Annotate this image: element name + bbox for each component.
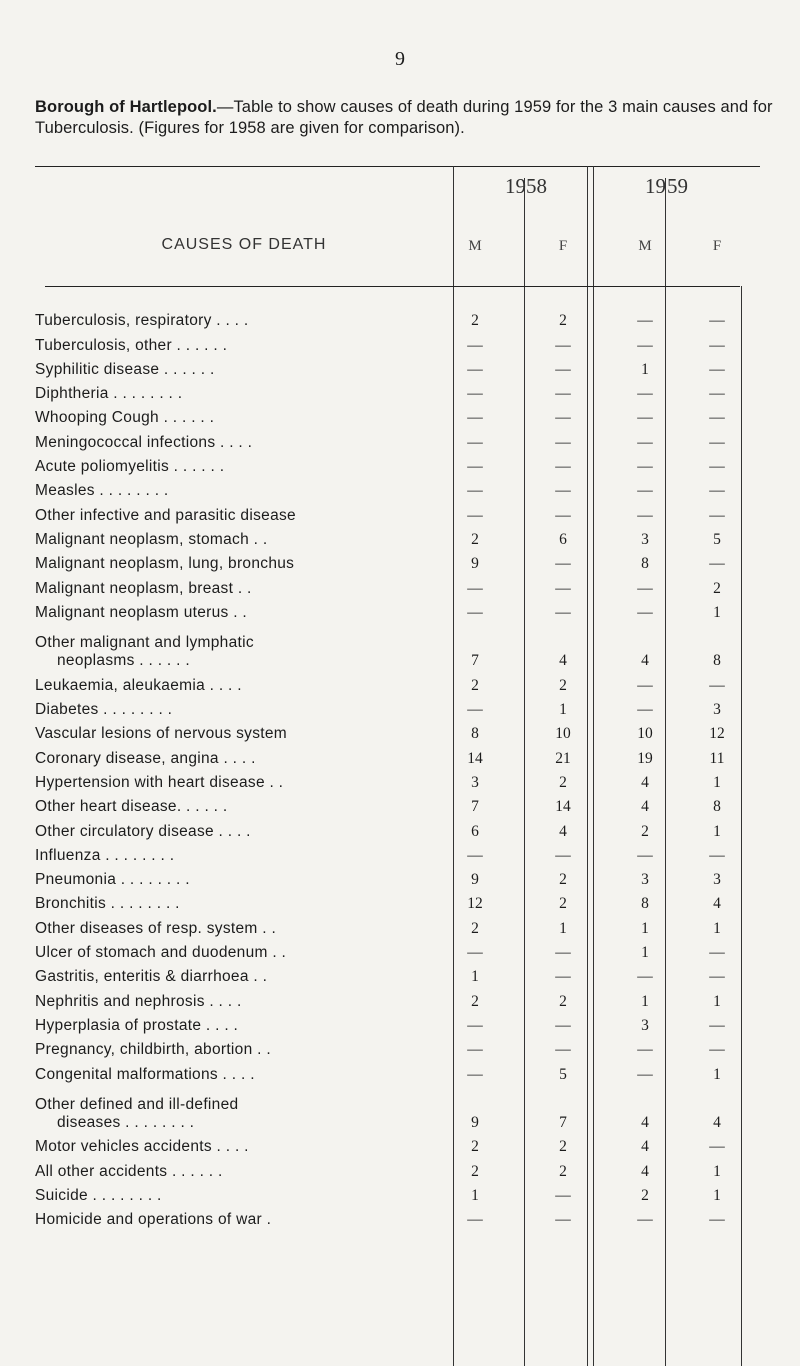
cell-f1958: 7 xyxy=(559,1114,567,1132)
cell-f1959: 5 xyxy=(713,530,721,548)
cause-text: Malignant neoplasm, lung, bronchus xyxy=(35,555,295,573)
cause-text-continued: diseases . . . . . . . . xyxy=(57,1114,195,1132)
cause-label xyxy=(35,920,453,938)
cell-f1959: 12 xyxy=(709,725,725,743)
cause-text: Other circulatory disease . . . . xyxy=(35,822,251,840)
cell-m1959: 1 xyxy=(641,919,649,937)
cause-text: Malignant neoplasm uterus . . xyxy=(35,603,248,621)
cell-m1958: 2 xyxy=(471,1138,479,1156)
cell-m1958: 9 xyxy=(471,871,479,889)
cell-f1958: 2 xyxy=(559,312,567,330)
table-row xyxy=(35,1135,760,1159)
caption-bold: Borough of Hartlepool. xyxy=(35,98,217,116)
cell-f1958: 2 xyxy=(559,1162,567,1180)
cell-f1958: 2 xyxy=(559,895,567,913)
cause-label xyxy=(35,337,453,355)
cell-m1958: 1 xyxy=(471,1186,479,1204)
cell-m1958: — xyxy=(467,944,483,962)
cause-label xyxy=(35,580,453,598)
cell-f1958: — xyxy=(555,1211,571,1229)
cause-label xyxy=(35,823,453,841)
cause-label xyxy=(35,361,453,379)
cell-f1959: 1 xyxy=(713,603,721,621)
cause-text: Diphtheria . . . . . . . . xyxy=(35,385,183,403)
cell-m1958: — xyxy=(467,360,483,378)
cell-f1959: 1 xyxy=(713,773,721,791)
cell-m1959: — xyxy=(637,409,653,427)
table-row xyxy=(35,965,760,989)
cell-f1958: — xyxy=(555,1041,571,1059)
cause-label xyxy=(35,458,453,476)
cause-text: Malignant neoplasm, stomach . . xyxy=(35,530,268,548)
cell-f1959: 11 xyxy=(709,749,725,767)
cell-m1958: — xyxy=(467,701,483,719)
cell-m1959: 4 xyxy=(641,773,649,791)
cause-label xyxy=(35,507,453,525)
cause-text: Hyperplasia of prostate . . . . xyxy=(35,1016,239,1034)
cell-f1958: 6 xyxy=(559,530,567,548)
cause-label xyxy=(35,1163,453,1181)
cause-text: All other accidents . . . . . . xyxy=(35,1162,223,1180)
cell-f1959: — xyxy=(709,676,725,694)
cell-m1958: 2 xyxy=(471,1162,479,1180)
cause-text: Gastritis, enteritis & diarrhoea . . xyxy=(35,968,268,986)
cell-m1959: — xyxy=(637,968,653,986)
cell-f1958: 4 xyxy=(559,652,567,670)
cause-text: Motor vehicles accidents . . . . xyxy=(35,1138,249,1156)
cause-text: Diabetes . . . . . . . . xyxy=(35,701,173,719)
cell-f1959: 1 xyxy=(713,1065,721,1083)
cell-f1958: — xyxy=(555,409,571,427)
cell-f1959: — xyxy=(709,360,725,378)
cell-f1958: — xyxy=(555,944,571,962)
cell-m1958: 9 xyxy=(471,555,479,573)
cell-f1958: — xyxy=(555,458,571,476)
cause-label xyxy=(35,871,453,889)
cause-text: Leukaemia, aleukaemia . . . . xyxy=(35,676,242,694)
cell-m1959: — xyxy=(637,701,653,719)
table-row xyxy=(35,1062,760,1086)
cell-f1958: 21 xyxy=(555,749,571,767)
cell-m1958: 7 xyxy=(471,652,479,670)
table-row xyxy=(35,989,760,1013)
cell-f1958: — xyxy=(555,336,571,354)
cell-f1959: 1 xyxy=(713,822,721,840)
cell-f1958: 1 xyxy=(559,701,567,719)
cell-f1958: 2 xyxy=(559,676,567,694)
cause-label xyxy=(35,1017,453,1035)
cell-m1959: — xyxy=(637,385,653,403)
table-row xyxy=(35,528,760,552)
cell-m1959: 2 xyxy=(641,822,649,840)
cell-m1958: — xyxy=(467,579,483,597)
cell-m1958: — xyxy=(467,458,483,476)
cell-m1958: 6 xyxy=(471,822,479,840)
cell-f1959: 2 xyxy=(713,579,721,597)
cell-f1959: 3 xyxy=(713,871,721,889)
cell-f1959: — xyxy=(709,1041,725,1059)
cause-label xyxy=(35,604,453,622)
cell-f1958: 2 xyxy=(559,871,567,889)
table-row xyxy=(35,1087,760,1136)
cell-m1958: 2 xyxy=(471,530,479,548)
cell-m1959: — xyxy=(637,846,653,864)
cell-m1959: — xyxy=(637,579,653,597)
cause-label xyxy=(35,434,453,452)
year-1959-prefix: 19 xyxy=(645,174,666,198)
cell-m1959: 8 xyxy=(641,895,649,913)
cause-label xyxy=(35,895,453,913)
cause-label xyxy=(35,482,453,500)
cell-m1958: 9 xyxy=(471,1114,479,1132)
table-row xyxy=(35,309,760,333)
cell-f1958: 2 xyxy=(559,992,567,1010)
table-row xyxy=(35,771,760,795)
cell-m1958: — xyxy=(467,409,483,427)
cause-text: Other heart disease. . . . . . xyxy=(35,798,228,816)
cause-text: Hypertension with heart disease . . xyxy=(35,773,284,791)
table-row xyxy=(35,1159,760,1183)
cell-f1958: 2 xyxy=(559,773,567,791)
cell-f1959: 1 xyxy=(713,919,721,937)
cell-f1958: — xyxy=(555,1016,571,1034)
cause-label xyxy=(35,1096,453,1132)
cell-f1958: 5 xyxy=(559,1065,567,1083)
cell-m1958: 2 xyxy=(471,312,479,330)
cell-m1959: 3 xyxy=(641,871,649,889)
cell-m1958: — xyxy=(467,336,483,354)
table-caption xyxy=(35,97,775,139)
cell-f1959: 1 xyxy=(713,1186,721,1204)
cell-m1959: 4 xyxy=(641,1114,649,1132)
table-row xyxy=(35,844,760,868)
table-row xyxy=(35,673,760,697)
cell-f1958: — xyxy=(555,579,571,597)
table-row xyxy=(35,601,760,625)
cause-text: Congenital malformations . . . . xyxy=(35,1065,255,1083)
cell-m1958: — xyxy=(467,603,483,621)
cell-m1958: — xyxy=(467,506,483,524)
cause-text: Syphilitic disease . . . . . . xyxy=(35,360,215,378)
cause-text-continued: neoplasms . . . . . . xyxy=(57,652,190,670)
cause-label xyxy=(35,1187,453,1205)
cell-m1959: 4 xyxy=(641,1138,649,1156)
cause-text: Other infective and parasitic disease xyxy=(35,506,296,524)
cell-m1959: — xyxy=(637,1211,653,1229)
cell-m1959: 1 xyxy=(641,944,649,962)
cell-m1959: — xyxy=(637,312,653,330)
sex-label-f-1958: F xyxy=(558,238,568,254)
cell-f1958: — xyxy=(555,555,571,573)
cell-f1959: 8 xyxy=(713,652,721,670)
table-body xyxy=(35,309,760,1232)
cause-text: Nephritis and nephrosis . . . . xyxy=(35,992,242,1010)
cell-m1958: — xyxy=(467,846,483,864)
cause-text: Other diseases of resp. system . . xyxy=(35,919,277,937)
cell-m1958: — xyxy=(467,385,483,403)
cell-f1959: — xyxy=(709,1211,725,1229)
cause-text: Pneumonia . . . . . . . . xyxy=(35,871,190,889)
table-row xyxy=(35,868,760,892)
table-row xyxy=(35,625,760,674)
year-1958-suffix: 58 xyxy=(526,174,547,198)
cell-m1959: 4 xyxy=(641,652,649,670)
cell-m1958: — xyxy=(467,482,483,500)
cell-m1958: 7 xyxy=(471,798,479,816)
cell-f1958: — xyxy=(555,1186,571,1204)
page-number: 9 xyxy=(395,48,405,70)
cell-m1959: 8 xyxy=(641,555,649,573)
cell-m1958: 2 xyxy=(471,676,479,694)
cell-f1958: — xyxy=(555,968,571,986)
cause-text: Ulcer of stomach and duodenum . . xyxy=(35,944,287,962)
cause-text: Meningococcal infections . . . . xyxy=(35,433,253,451)
cell-f1959: — xyxy=(709,968,725,986)
cell-m1958: 2 xyxy=(471,919,479,937)
caption-text: —Table to show causes of death during 1959 for the 3 main causes and for Tuberculosis. (Figures for 1958 are given for comparison). xyxy=(35,98,773,137)
cause-label xyxy=(35,798,453,816)
cell-m1959: — xyxy=(637,482,653,500)
cause-label xyxy=(35,774,453,792)
cell-m1959: 4 xyxy=(641,798,649,816)
table-row xyxy=(35,406,760,430)
cause-text: Suicide . . . . . . . . xyxy=(35,1186,162,1204)
top-rule xyxy=(35,166,760,167)
cell-f1959: — xyxy=(709,944,725,962)
table-row xyxy=(35,479,760,503)
cell-m1959: 3 xyxy=(641,1016,649,1034)
cell-m1959: — xyxy=(637,603,653,621)
table-row xyxy=(35,430,760,454)
table-row xyxy=(35,1014,760,1038)
cell-f1959: — xyxy=(709,1016,725,1034)
cause-label xyxy=(35,944,453,962)
table-row xyxy=(35,503,760,527)
cell-f1958: 2 xyxy=(559,1138,567,1156)
cell-m1958: 12 xyxy=(467,895,483,913)
cell-m1958: 14 xyxy=(467,749,483,767)
cause-text: Tuberculosis, other . . . . . . xyxy=(35,336,228,354)
cause-text: Malignant neoplasm, breast . . xyxy=(35,579,252,597)
table-row xyxy=(35,382,760,406)
cell-f1959: — xyxy=(709,458,725,476)
cell-m1959: 19 xyxy=(637,749,653,767)
table-row xyxy=(35,1038,760,1062)
cause-text: Homicide and operations of war . xyxy=(35,1211,272,1229)
table-row xyxy=(35,746,760,770)
cause-label xyxy=(35,531,453,549)
cell-f1959: — xyxy=(709,506,725,524)
cell-f1959: — xyxy=(709,409,725,427)
cell-m1959: — xyxy=(637,676,653,694)
cell-m1959: 3 xyxy=(641,530,649,548)
cell-m1959: — xyxy=(637,336,653,354)
table-row xyxy=(35,1208,760,1232)
cause-text: Measles . . . . . . . . xyxy=(35,482,169,500)
cell-f1959: — xyxy=(709,385,725,403)
year-1959-suffix: 59 xyxy=(667,174,688,198)
cell-m1958: — xyxy=(467,1041,483,1059)
cause-label xyxy=(35,1066,453,1084)
table-row xyxy=(35,698,760,722)
sex-label-f-1959: F xyxy=(712,238,722,254)
cell-m1959: 4 xyxy=(641,1162,649,1180)
cell-m1959: — xyxy=(637,433,653,451)
cell-f1959: 1 xyxy=(713,992,721,1010)
year-1958-prefix: 19 xyxy=(505,174,526,198)
cell-f1958: 4 xyxy=(559,822,567,840)
cell-f1958: — xyxy=(555,506,571,524)
cell-f1959: — xyxy=(709,1138,725,1156)
table-row xyxy=(35,358,760,382)
cell-f1959: — xyxy=(709,312,725,330)
cell-f1958: 14 xyxy=(555,798,571,816)
cause-text: Other malignant and lymphatic xyxy=(35,634,254,652)
cause-label xyxy=(35,677,453,695)
cell-f1958: 1 xyxy=(559,919,567,937)
cell-m1959: 1 xyxy=(641,992,649,1010)
table-row xyxy=(35,455,760,479)
cell-m1959: 2 xyxy=(641,1186,649,1204)
cause-label xyxy=(35,409,453,427)
cell-m1958: — xyxy=(467,1016,483,1034)
table-row xyxy=(35,1184,760,1208)
sex-label-m-1958: M xyxy=(468,238,482,254)
cause-label xyxy=(35,555,453,573)
cause-text: Whooping Cough . . . . . . xyxy=(35,409,215,427)
cause-label xyxy=(35,968,453,986)
cell-f1958: — xyxy=(555,385,571,403)
cause-text: Acute poliomyelitis . . . . . . xyxy=(35,458,225,476)
cell-m1959: 1 xyxy=(641,360,649,378)
cell-f1958: — xyxy=(555,482,571,500)
cause-label xyxy=(35,385,453,403)
cell-f1959: 4 xyxy=(713,1114,721,1132)
cause-text: Tuberculosis, respiratory . . . . xyxy=(35,312,249,330)
cell-f1958: — xyxy=(555,360,571,378)
cause-label xyxy=(35,312,453,330)
cause-label xyxy=(35,1041,453,1059)
cell-f1959: 1 xyxy=(713,1162,721,1180)
cause-label xyxy=(35,1211,453,1229)
cell-f1958: — xyxy=(555,433,571,451)
cell-m1959: — xyxy=(637,506,653,524)
cause-text: Other defined and ill-defined xyxy=(35,1096,239,1114)
table-row xyxy=(35,941,760,965)
cell-f1959: — xyxy=(709,846,725,864)
table-row xyxy=(35,819,760,843)
cell-m1959: 10 xyxy=(637,725,653,743)
cause-label xyxy=(35,701,453,719)
cause-label xyxy=(35,847,453,865)
cell-m1958: 8 xyxy=(471,725,479,743)
sex-label-m-1959: M xyxy=(638,238,652,254)
cell-f1959: 4 xyxy=(713,895,721,913)
cell-m1958: — xyxy=(467,433,483,451)
cell-m1959: — xyxy=(637,458,653,476)
causes-header: CAUSES OF DEATH xyxy=(161,236,327,253)
cell-f1959: 8 xyxy=(713,798,721,816)
table-row xyxy=(35,552,760,576)
table-row xyxy=(35,722,760,746)
cell-f1959: 3 xyxy=(713,701,721,719)
cause-text: Vascular lesions of nervous system xyxy=(35,725,287,743)
cause-label xyxy=(35,750,453,768)
cell-f1959: — xyxy=(709,482,725,500)
cell-f1959: — xyxy=(709,555,725,573)
table-row xyxy=(35,333,760,357)
cell-m1958: 1 xyxy=(471,968,479,986)
table-row xyxy=(35,576,760,600)
cell-m1958: 3 xyxy=(471,773,479,791)
cause-text: Influenza . . . . . . . . xyxy=(35,846,175,864)
cause-text: Pregnancy, childbirth, abortion . . xyxy=(35,1041,271,1059)
cell-f1959: — xyxy=(709,336,725,354)
table-row xyxy=(35,795,760,819)
cell-m1959: — xyxy=(637,1065,653,1083)
cell-f1958: — xyxy=(555,603,571,621)
cell-m1958: — xyxy=(467,1065,483,1083)
cause-label xyxy=(35,725,453,743)
cell-m1958: 2 xyxy=(471,992,479,1010)
cause-label xyxy=(35,1138,453,1156)
cell-f1958: — xyxy=(555,846,571,864)
cause-label xyxy=(35,993,453,1011)
cell-f1958: 10 xyxy=(555,725,571,743)
cell-m1958: — xyxy=(467,1211,483,1229)
cause-label xyxy=(35,634,453,670)
cell-m1959: — xyxy=(637,1041,653,1059)
cause-text: Coronary disease, angina . . . . xyxy=(35,749,256,767)
table-row xyxy=(35,916,760,940)
cell-f1959: — xyxy=(709,433,725,451)
table-row xyxy=(35,892,760,916)
cause-text: Bronchitis . . . . . . . . xyxy=(35,895,180,913)
header-rule xyxy=(45,286,740,287)
